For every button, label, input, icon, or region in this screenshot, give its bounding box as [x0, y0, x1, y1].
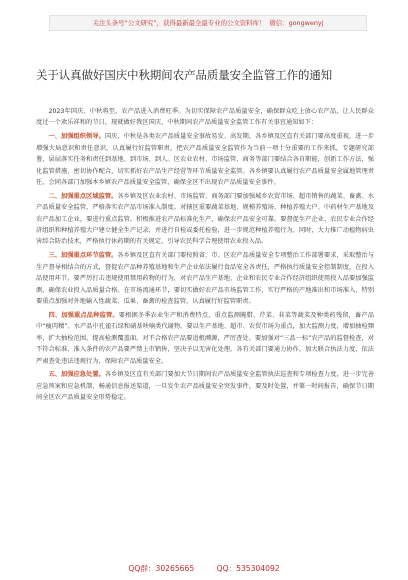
section-text: 各乡镇及区直有关部门要按照省、市、区农产品质量安全专项整治工作部署要求，采取整治与生产督导相结合的方式，督促农产品种养殖基地和生产企业依法履行食品安全各责任，严格执行质量安全控制制度，在投入品使用环节，要严厉打击违规使用禁用药物的行为，对农产品生产基地、企业和农民专业合作经济组织使用投入品要加强监测，确保农业投入品质量合格。在市场流通环节，要切实做好农产品市场监管工作，实行严格的产地准出和市场准入，特别要重点加强对外地输入性蔬菜、瓜果、畜禽的检查监管，认真履行好监管职责。: [36, 252, 374, 305]
section-heading: 三、加强重点环节监管。: [48, 252, 118, 260]
section-heading: 一、加强组织领导。: [48, 133, 105, 141]
section-text: 各乡镇及区农业农村、市场监管、商务部门要加强城乡农贸市场、超市销售的蔬菜、畜禽、水产品质量安全监管，严格落实农产品市场准入制度。对辖区重要蔬菜基地、规模养殖场、种植养殖大户、中药材生产基地及农产品加工企业，要进行重点监管。积极推进农产品标准化生产，确保农产品安全可靠。要督促生产企业、农民专业合作经济组织和种植养殖大户建立健全生产记录，并进行自检或委托检验，进一步规范种植养殖行为。同时，大力推广动植物病虫害综合防治技术，严格执行休药期的有关规定，引导农民科学合理使用农业投入品。: [36, 192, 374, 246]
section-paragraph-4: [36, 310, 374, 367]
footer-contact: [0, 563, 408, 574]
section-heading: 二、加强重点区域监管。: [48, 192, 118, 200]
banner-wechat: 微信：gongwenyj: [269, 19, 324, 27]
section-heading: 四、加强重点品种监管。: [48, 311, 119, 319]
promo-banner: [49, 15, 367, 31]
section-paragraph-5: [36, 369, 374, 403]
banner-text: 关注头条号“公文研究”，获得最新最全最专业的公文资料库！: [92, 19, 266, 27]
section-paragraph-2: [36, 191, 374, 248]
intro-paragraph: 2023年国庆、中秋将至，农产品进入消费旺季。为切实保障农产品质量安全，确保群众吃上放心农产品，让人民群众度过一个欢乐祥和的节日，现就做好我区国庆、中秋期间农产品质量安全监管工作有关事宜通知如下：: [36, 108, 374, 127]
footer-qq-group: QQ群：30265665: [128, 564, 195, 573]
section-text: 国庆、中秋是各类农产品质量安全事故易发、高发期，各乡镇及区直有关部门要高度重视，进一步增强大局意识和责任意识，认真履行好监管职责，把农产品质量安全监管作为当前一项十分重要的工作来抓，专题研究部署，层层落实任务和责任到基地、到市场、到人。区农业农村、市场监管、商务等部门要结合各自职能，创新工作方法，强化监管措施，密切协作配合，切实抓好农产品生产经营等环节质量安全监管。各乡镇要认真履行农产品质量安全属地管理责任，会同各部门加强本乡镇农产品质量安全监管，确保全区不出现农产品质量安全事件。: [36, 133, 375, 186]
section-paragraph-1: [36, 131, 374, 188]
section-paragraph-3: [36, 250, 374, 307]
document-body: [36, 106, 374, 406]
section-text: 各乡镇及区直有关部门要加大节日期间农产品质量安全监管执法巡查和专项检查力度，进一步完善应急预案和应急机制，畅通信息报送渠道，一旦发生农产品质量安全突发事件，要及时处置，并第一时间报告，确保节日期间全区农产品质量安全形势稳定。: [36, 371, 375, 402]
section-heading: 五、加强应急处置。: [48, 371, 105, 379]
document-title: 关于认真做好国庆中秋期间农产品质量安全监管工作的通知: [36, 68, 333, 82]
section-text: 要根据冬季农业生产和消费特点，重点监测腌腊、芹菜、韭菜等蔬菜及种类药残留，畜产品中“瘦肉精”、水产品中孔雀石绿和硝基呋喃类代谢物。要以生产基地、超市、农贸市场为重点，加大监测力度，增加抽检频率，扩大抽检范围，提高检测覆盖面。对不合格农产品要追根溯源，严厉查处。要加强对“三品一标”农产品的监督检查，对不符合标准、准入条件的农产品要严禁上市销售，坚决予以无害化处理。各有关部门要通力协作，加大联合执法力度，依法严肃查处违法违规行为，保障农产品质量安全。: [36, 311, 374, 365]
footer-qq: QQ：535304092: [216, 564, 280, 573]
